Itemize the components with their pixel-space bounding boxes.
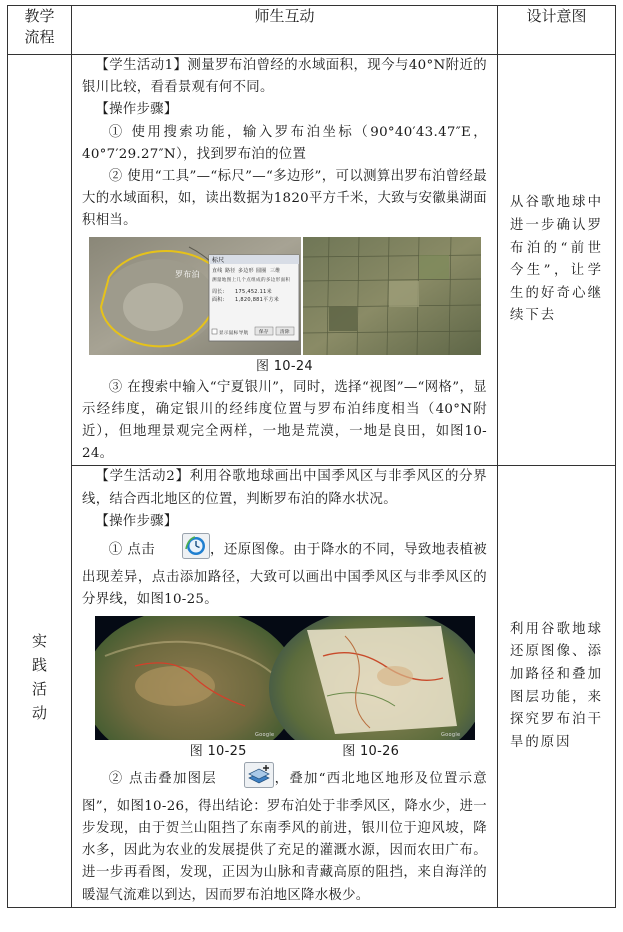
dialog-title: 标尺	[211, 256, 225, 264]
activity1-step1: ① 使用搜索功能，输入罗布泊坐标（90°40′43.47″E，40°7′29.27″N），找到罗布泊的位置	[82, 124, 487, 162]
dialog-perimeter-value: 175,452.11米	[234, 288, 272, 295]
dialog-perimeter-label: 周长:	[211, 288, 225, 295]
activity2-intro: 【学生活动2】利用谷歌地球画出中国季风区与非季风区的分界线，结合西北地区的位置，判断罗布泊的降水状况。	[82, 469, 487, 507]
activity1-cell	[72, 55, 498, 466]
dialog-clear-label: 清除	[279, 329, 290, 335]
header-row	[8, 6, 616, 55]
activity2-steps-title: 【操作步骤】	[95, 513, 178, 529]
fig-10-25-globe	[95, 616, 299, 740]
activity2-step1-a: ① 点击	[108, 542, 156, 558]
activity2-step1-b: ，还原图像。由于降水的不同，导致地表植被出现差异，点击添加路径，大致可以画出中国季风区与非季风区的分界线，如图10-25。	[82, 542, 487, 608]
dialog-checkbox[interactable]	[212, 329, 217, 334]
activity2-step1	[82, 533, 487, 612]
dialog-tab-3d[interactable]: 三维	[269, 267, 281, 274]
header-intent: 设计意图	[498, 6, 616, 55]
fig-10-24-caption: 图 10-24	[255, 358, 313, 374]
activity2-step2	[82, 762, 487, 907]
fig-10-26-google: Google	[440, 731, 460, 738]
dialog-save-label: 保存	[258, 329, 269, 335]
activity2-step2-b: ，叠加“西北地区地形及位置示意图”，如图10-26，得出结论：罗布泊处于非季风区，降水少，进一步发现，由于贺兰山阻挡了东南季风的前进，银川位于迎风坡，降水多，因此为农业的发展提供了充足的灌溉水源，因而农田广布。进一步再看图，发现，正因为山脉和青藏高原的阻挡，来自海洋的暖湿气流难以到达，因而罗布泊地区降水极少。	[82, 771, 487, 903]
fig-10-25-caption: 图 10-25	[189, 743, 247, 759]
dialog-checkbox-label: 显示鼠标导航	[218, 330, 248, 336]
figure-10-24	[82, 237, 487, 355]
dialog-tab-path[interactable]: 路径	[224, 267, 236, 274]
image-overlay-icon	[244, 762, 274, 788]
figures-10-25-26	[82, 616, 487, 740]
lop-nur-label: 罗布泊	[174, 269, 200, 279]
add-overlay-button[interactable]	[217, 762, 274, 796]
header-process: 教学流程	[8, 6, 72, 55]
fig-10-25-google: Google	[254, 731, 274, 738]
restore-image-button[interactable]	[155, 533, 210, 567]
fig-10-24-image	[89, 237, 481, 355]
dialog-hint: 测量地图上几个点组成的多边形面积	[211, 277, 290, 283]
dialog-tab-circle[interactable]: 圆圈	[255, 267, 267, 274]
activity1-step2: ② 使用“工具”—“标尺”—“多边形”，可以测算出罗布泊曾经最大的水域面积，如，读出数据为1820平方千米，大致与安徽巢湖面积相当。	[82, 169, 487, 229]
activity1-steps-title: 【操作步骤】	[95, 102, 178, 118]
intent1-cell: 从谷歌地球中进一步确认罗布泊的“前世今生”，让学生的好奇心继续下去	[498, 55, 616, 466]
intent2-cell: 利用谷歌地球还原图像、添加路径和叠加图层功能，来探究罗布泊干旱的原因	[498, 466, 616, 907]
history-clock-icon	[182, 533, 210, 559]
activity1-row	[8, 55, 616, 466]
fig-10-25-26-captions	[82, 742, 487, 762]
fig-10-26-caption: 图 10-26	[342, 743, 400, 759]
activity2-cell	[72, 466, 498, 907]
stage-label: 实践活动	[31, 631, 47, 722]
dialog-tab-line[interactable]: 直线	[211, 267, 223, 274]
activity1-step3: ③ 在搜索中输入“宁夏银川”，同时，选择“视图”—“网格”，显示经纬度，确定银川的经纬度位置与罗布泊纬度相当（40°N附近），但地理景观完全两样，一地是荒漠，一地是良田，如图10-24。	[82, 379, 487, 462]
activity2-step2-a: ② 点击叠加图层	[108, 771, 217, 787]
dialog-area-label: 面积:	[211, 296, 225, 303]
activity1-intro: 【学生活动1】测量罗布泊曾经的水域面积，现今与40°N附近的银川比较，看看景观有何不同。	[82, 58, 487, 96]
fig-10-26-globe	[269, 616, 475, 740]
dialog-area-value: 1,820,881平方米	[234, 296, 279, 303]
lesson-table	[7, 5, 616, 908]
activity2-row	[8, 466, 616, 907]
dialog-tab-polygon[interactable]: 多边形	[237, 267, 254, 274]
header-interaction: 师生互动	[72, 6, 498, 55]
fig-10-25-26-image	[95, 616, 475, 740]
ruler-dialog	[209, 255, 299, 341]
stage-cell	[8, 55, 72, 908]
